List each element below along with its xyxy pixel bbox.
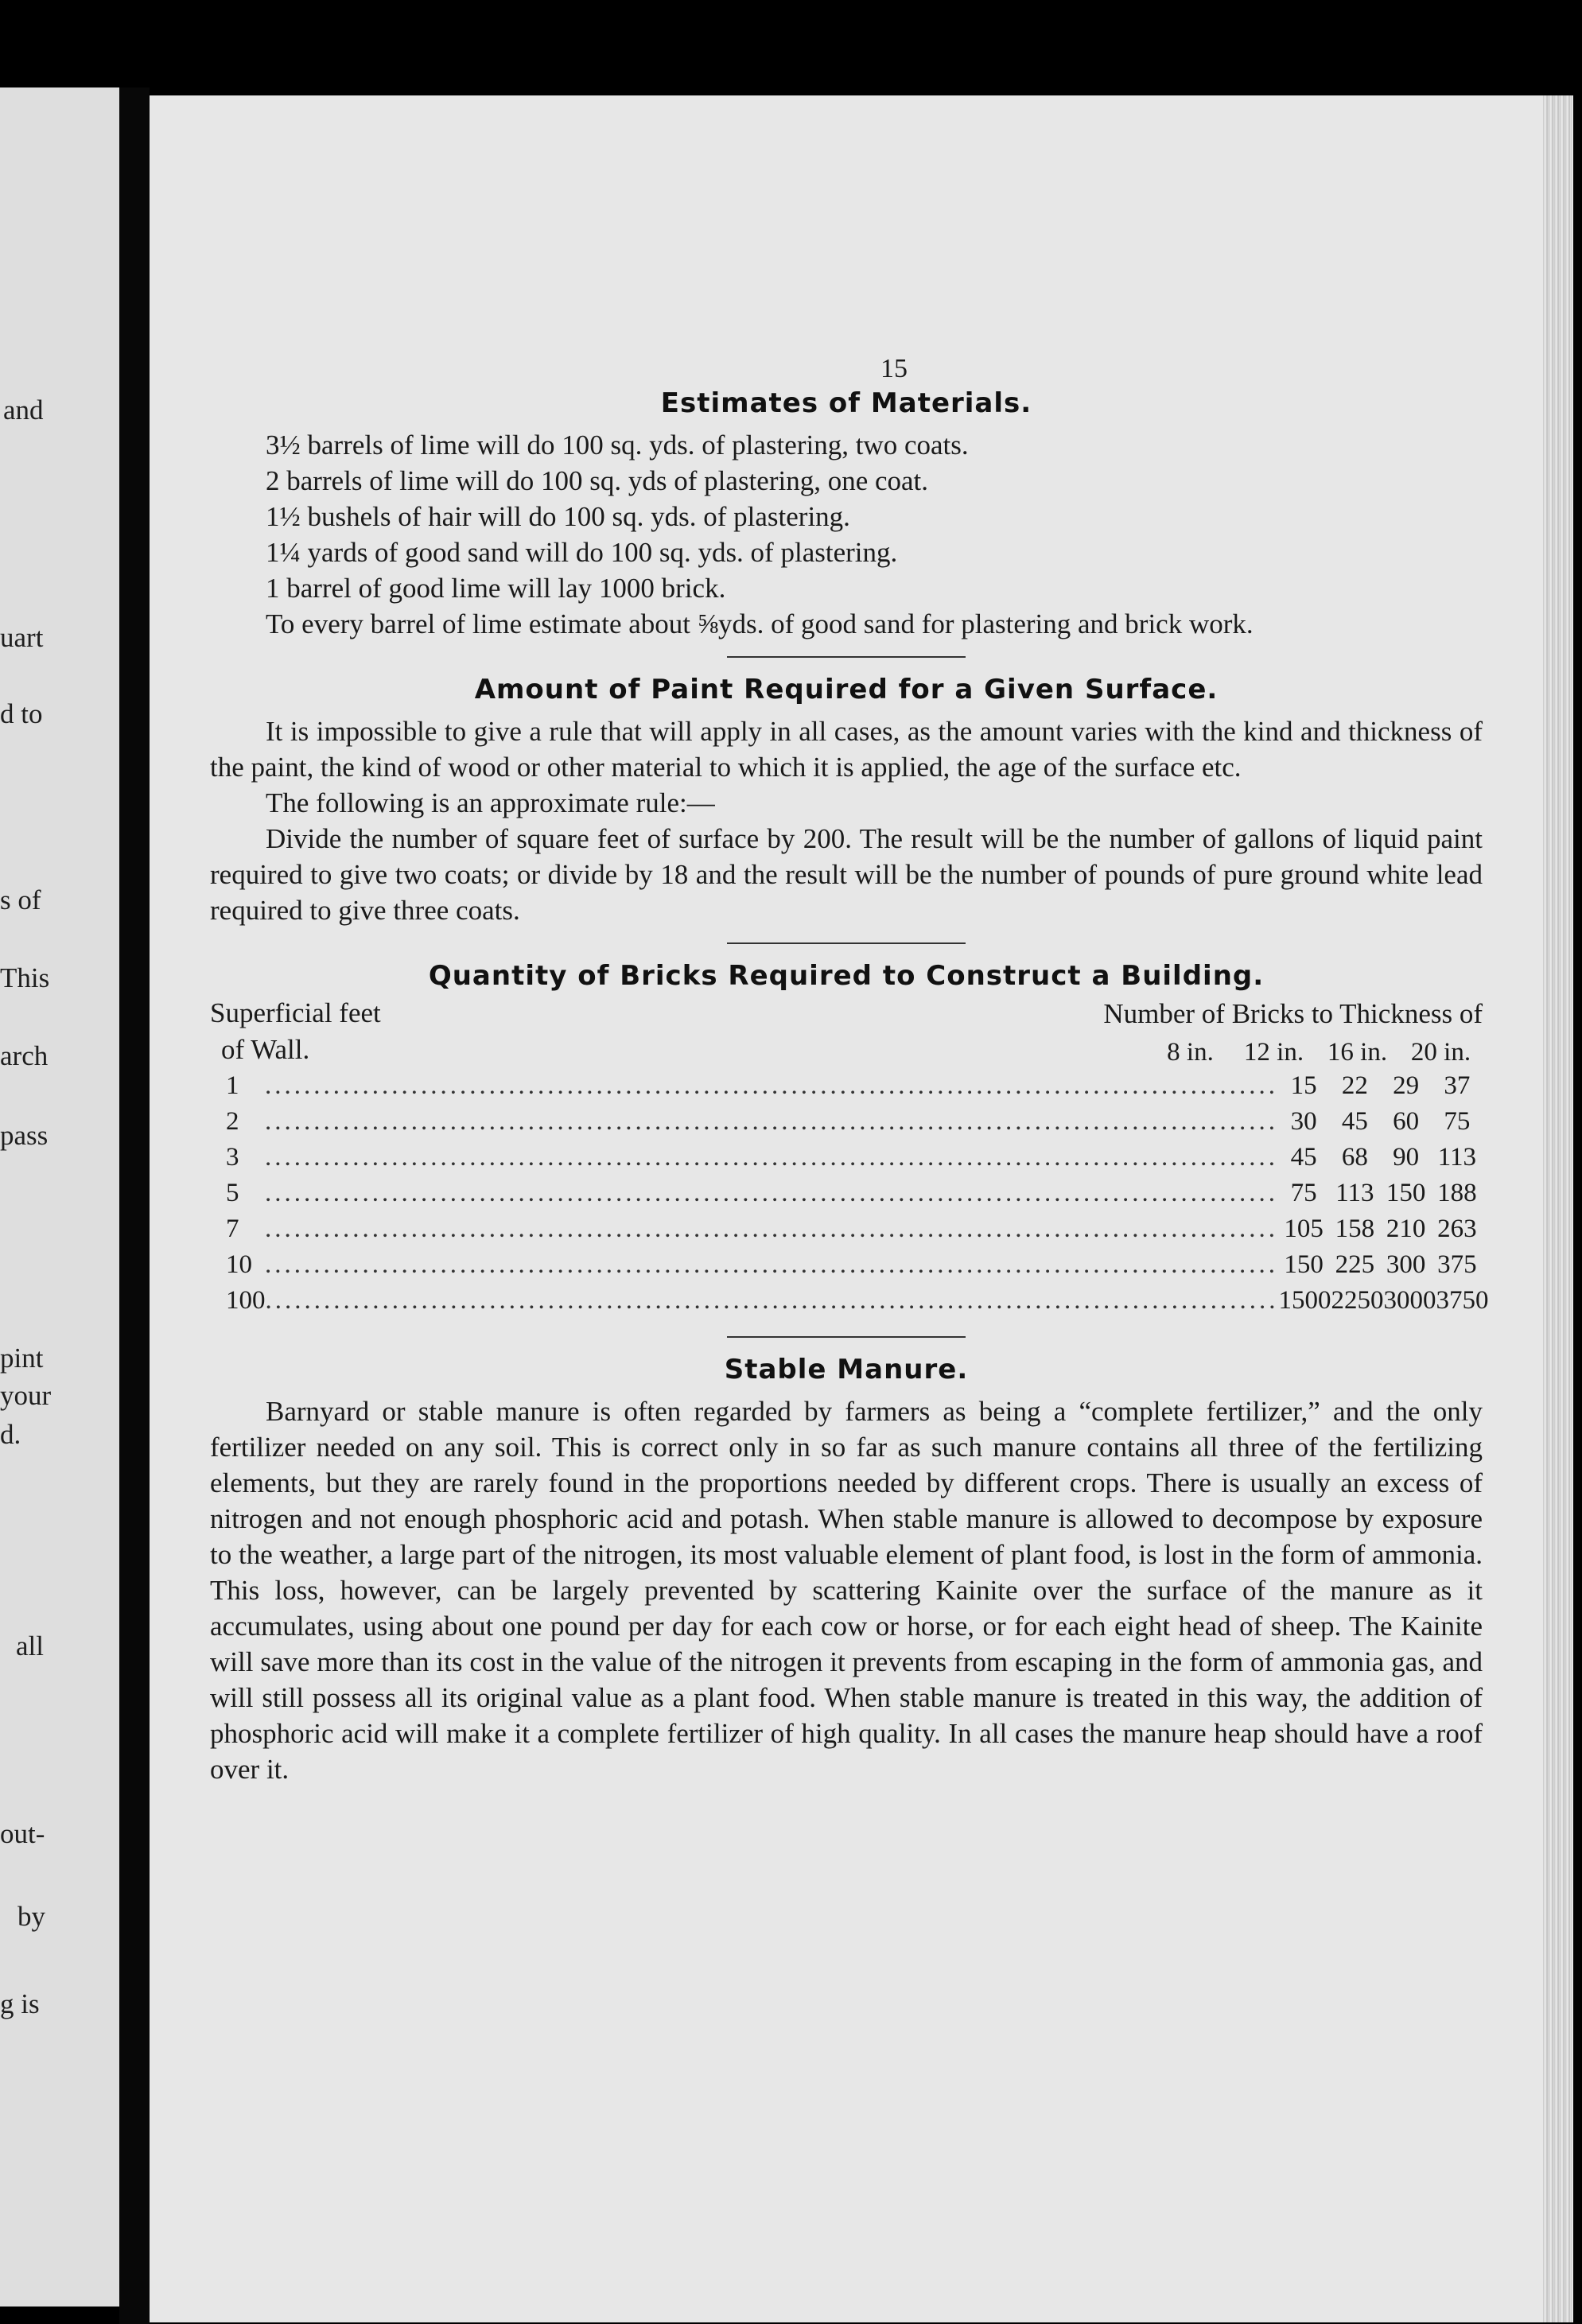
leader-dots: ........................................................................................................ <box>265 1286 1279 1315</box>
table-row <box>210 1214 1483 1250</box>
book-page <box>150 95 1573 2322</box>
brick-count-cell: 300 <box>1386 1250 1426 1279</box>
prev-fragment: d to <box>0 698 43 729</box>
area-header-line: of Wall. <box>221 1034 310 1065</box>
prev-fragment: g is <box>0 1988 40 2019</box>
area-cell: 1 <box>226 1071 239 1100</box>
brick-count-cell: 29 <box>1393 1071 1420 1100</box>
area-cell: 10 <box>226 1250 252 1279</box>
brick-count-cell: 75 <box>1444 1107 1471 1136</box>
prev-fragment: uart <box>0 622 44 653</box>
leader-dots: ........................................................................................................ <box>264 1071 1278 1100</box>
area-cell: 3 <box>226 1143 239 1172</box>
brick-count-cell: 225 <box>1335 1250 1375 1279</box>
brick-count-cell: 113 <box>1335 1179 1374 1207</box>
leader-dots: ........................................................................................................ <box>264 1250 1278 1279</box>
brick-count-cell: 37 <box>1444 1071 1471 1100</box>
table-row <box>210 1143 1483 1179</box>
area-cell: 5 <box>226 1179 239 1207</box>
bricks-table <box>210 1071 1489 1322</box>
estimate-line: 3½ barrels of lime will do 100 sq. yds. of plastering, two coats. <box>266 429 969 461</box>
estimate-line: 2 barrels of lime will do 100 sq. yds of plastering, one coat. <box>266 465 929 496</box>
prev-fragment: by <box>17 1901 45 1932</box>
area-cell: 2 <box>226 1107 239 1136</box>
paint-body <box>210 713 1483 928</box>
brick-count-cell: 60 <box>1393 1107 1420 1136</box>
leader-dots: ........................................................................................................ <box>264 1179 1278 1207</box>
bricks-group-header: Number of Bricks to Thickness of <box>1103 998 1483 1029</box>
brick-count-cell: 210 <box>1386 1214 1426 1243</box>
brick-count-cell: 68 <box>1341 1143 1368 1172</box>
thickness-header: 12 in. <box>1243 1038 1304 1067</box>
brick-count-cell: 2250 <box>1331 1286 1384 1315</box>
area-cell: 100 <box>226 1286 266 1315</box>
leader-dots: ........................................................................................................ <box>264 1107 1278 1136</box>
brick-count-cell: 263 <box>1437 1214 1477 1243</box>
paint-paragraph: Divide the number of square feet of surface by 200. The result will be the number of gallons of liquid paint required to give two coats; or divide by 18 and the result will be the number of pounds of pure ground white lead required to give three coats. <box>210 823 1483 926</box>
brick-count-cell: 158 <box>1335 1214 1375 1243</box>
manure-heading: Stable Manure. <box>724 1354 969 1385</box>
thickness-header: 8 in. <box>1167 1038 1214 1067</box>
table-row <box>210 1250 1483 1286</box>
page-number: 15 <box>880 354 908 383</box>
section-divider <box>727 656 966 658</box>
prev-fragment: your <box>0 1380 52 1411</box>
bricks-heading: Quantity of Bricks Required to Construct a Building. <box>428 960 1265 992</box>
brick-count-cell: 150 <box>1284 1250 1324 1279</box>
estimates-list <box>210 427 1483 606</box>
brick-count-cell: 3000 <box>1383 1286 1436 1315</box>
estimates-heading: Estimates of Materials. <box>660 387 1032 419</box>
prev-fragment: d. <box>0 1419 21 1450</box>
estimate-line: 1½ bushels of hair will do 100 sq. yds. of plastering. <box>266 501 850 532</box>
brick-count-cell: 113 <box>1437 1143 1477 1172</box>
prev-fragment: arch <box>0 1040 49 1071</box>
area-column-header <box>210 995 381 1068</box>
table-row <box>210 1286 1489 1322</box>
brick-count-cell: 105 <box>1284 1214 1324 1243</box>
page-content <box>210 354 1489 1787</box>
bricks-table-header <box>210 992 1483 1071</box>
thickness-header: 16 in. <box>1327 1038 1388 1067</box>
prev-fragment: all <box>16 1630 44 1661</box>
brick-count-cell: 30 <box>1290 1107 1317 1136</box>
brick-count-cell: 75 <box>1290 1179 1317 1207</box>
brick-count-cell: 15 <box>1290 1071 1317 1100</box>
brick-count-cell: 188 <box>1437 1179 1477 1207</box>
table-row <box>210 1179 1483 1214</box>
paint-heading: Amount of Paint Required for a Given Surface. <box>474 674 1219 705</box>
prev-fragment: s of <box>0 884 41 915</box>
prev-fragment: This <box>0 962 50 993</box>
prev-fragment: out- <box>0 1818 45 1849</box>
brick-count-cell: 150 <box>1386 1179 1426 1207</box>
brick-count-cell: 1500 <box>1278 1286 1331 1315</box>
manure-paragraph: Barnyard or stable manure is often regarded by farmers as being a “complete fertilizer,” and the only fertilizer needed on any soil. This is correct only in so far as such manure contains all three of the fertilizing elements, but they are rarely found in the proportions needed by different crops. There is usually an excess of nitrogen and not enough phosphoric acid and potash. When stable manure is allowed to decompose by exposure to the weather, a large part of the nitrogen, its most valuable element of plant food, is lost in the form of ammonia. This loss, however, can be largely prevented by scattering Kainite over the surface of the manure as it accumulates, using about one pound per day for each cow or horse, or for each eight head of sheep. The Kainite will save more than its cost in the value of the nitrogen it prevents from escaping in the form of ammonia gas, and will still possess all its original value as a plant food. When stable manure is treated in this way, the addition of phosphoric acid will make it a complete fertilizer of high quality. In all cases the manure heap should have a roof over it. <box>210 1396 1483 1785</box>
area-header-line: Superficial feet <box>210 997 381 1028</box>
area-cell: 7 <box>226 1214 239 1243</box>
thickness-headers <box>1149 1038 1483 1067</box>
paint-paragraph: The following is an approximate rule:— <box>266 787 715 818</box>
brick-count-cell: 22 <box>1341 1071 1368 1100</box>
estimate-closing: To every barrel of lime estimate about ⅝yds. of good sand for plastering and brick work. <box>266 608 1254 639</box>
thickness-header: 20 in. <box>1410 1038 1471 1067</box>
book-gutter <box>119 87 150 2324</box>
leader-dots: ........................................................................................................ <box>264 1214 1278 1243</box>
brick-count-cell: 90 <box>1393 1143 1420 1172</box>
paint-paragraph: It is impossible to give a rule that will apply in all cases, as the amount varies with the kind and thickness of the paint, the kind of wood or other material to which it is applied, the age of the surface etc. <box>210 716 1483 783</box>
brick-count-cell: 45 <box>1341 1107 1368 1136</box>
estimate-line: 1 barrel of good lime will lay 1000 brick. <box>266 573 726 604</box>
table-row <box>210 1071 1483 1107</box>
brick-count-cell: 45 <box>1290 1143 1317 1172</box>
page-edge <box>1543 95 1573 2322</box>
estimate-line: 1¼ yards of good sand will do 100 sq. yds. of plastering. <box>266 537 898 568</box>
prev-fragment: pass <box>0 1120 49 1151</box>
leader-dots: ........................................................................................................ <box>264 1143 1278 1172</box>
section-divider <box>727 942 966 944</box>
brick-count-cell: 3750 <box>1436 1286 1489 1315</box>
brick-count-cell: 375 <box>1437 1250 1477 1279</box>
table-row <box>210 1107 1483 1143</box>
prev-fragment: and <box>3 394 44 426</box>
section-divider <box>727 1336 966 1338</box>
prev-fragment: pint <box>0 1343 44 1374</box>
